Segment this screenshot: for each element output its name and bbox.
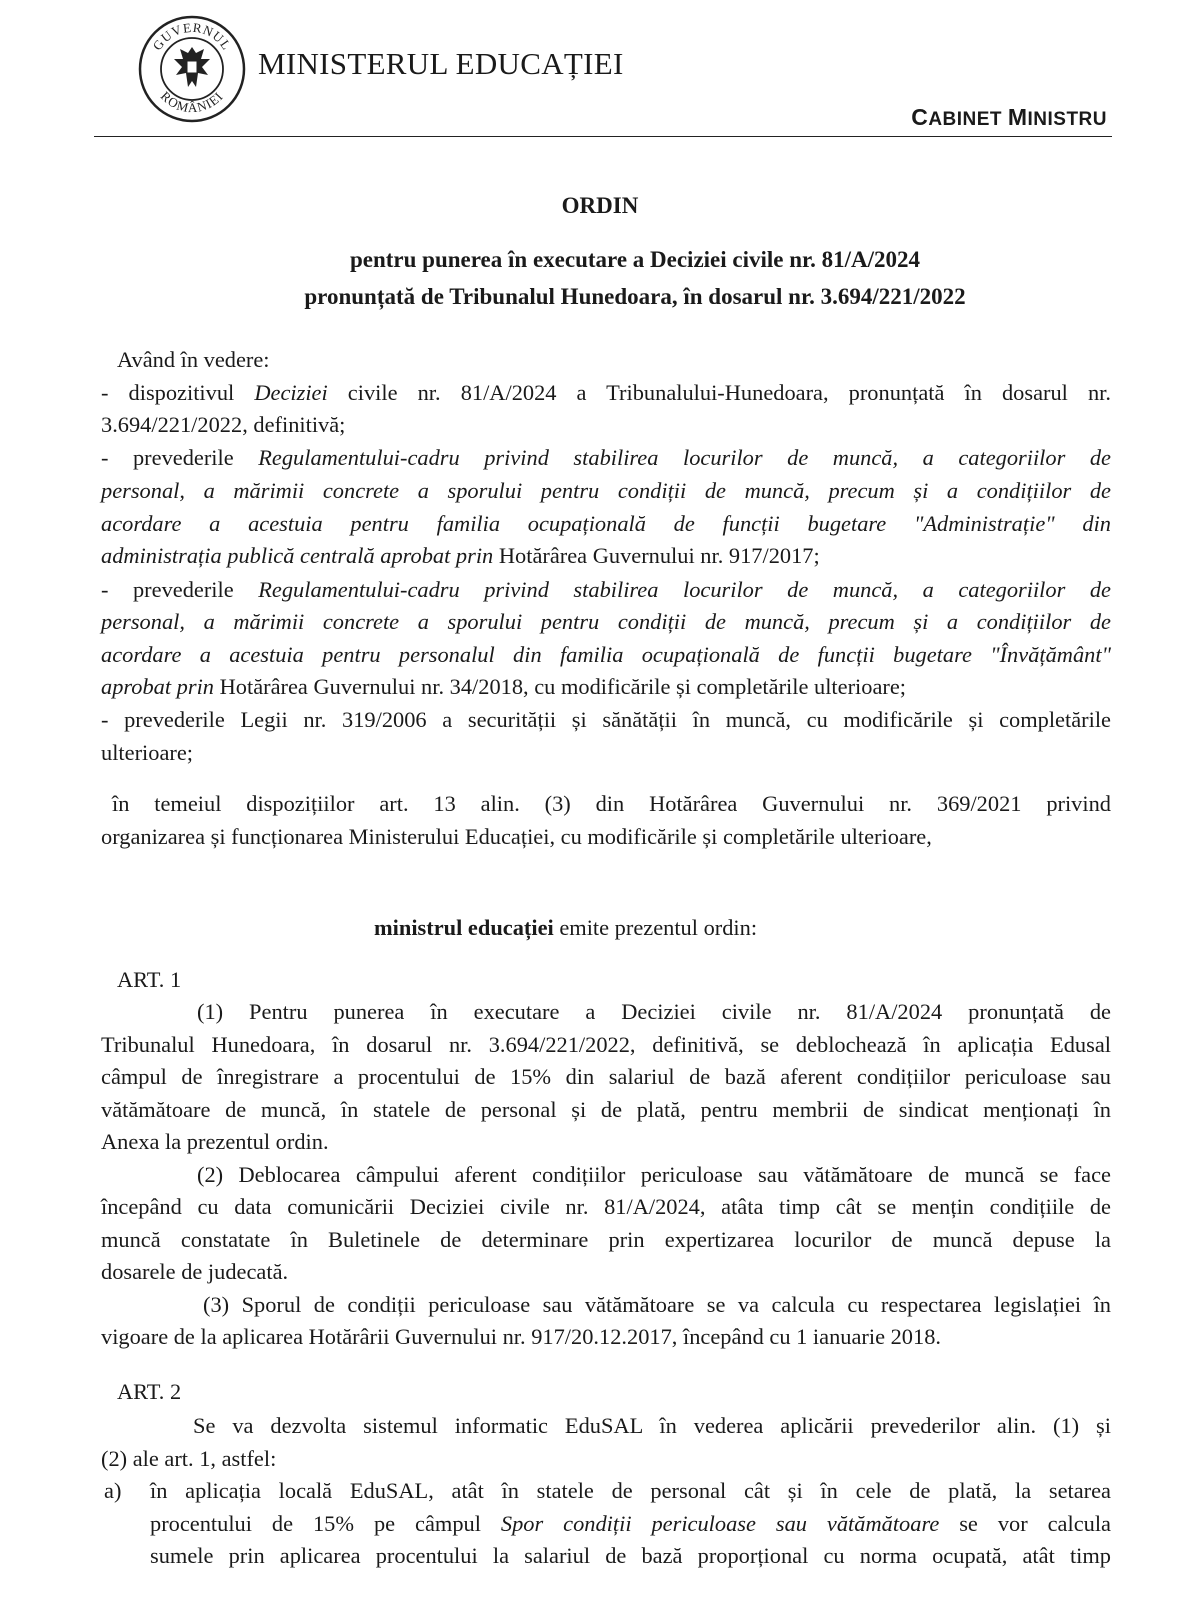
legal-basis-line-2: organizarea și funcționarea Ministerului Educației, cu modificările și completările ulterioare,: [101, 824, 932, 849]
preamble-bullet-4-line-2: ulterioare;: [101, 740, 194, 765]
article-1-para-1-line-1: (1) Pentru punerea în executare a Deciziei civile nr. 81/A/2024 pronunțată de: [197, 999, 1111, 1024]
article-1-para-2-line-1: (2) Deblocarea câmpului aferent condițiilor periculoase sau vătămătoare de muncă se face: [197, 1162, 1111, 1187]
article-1-para-2-line-2: începând cu data comunicării Deciziei civile nr. 81/A/2024, atâta timp cât se mențin condițiile de: [101, 1194, 1111, 1219]
preamble-bullet-3-line-3: acordare a acestuia pentru personalul din familia ocupațională de funcții bugetare "Învățământ": [101, 642, 1111, 667]
legal-basis-line-1: în temeiul dispozițiilor art. 13 alin. (3) din Hotărârea Guvernului nr. 369/2021 privind: [112, 791, 1111, 816]
article-1-para-1-line-5: Anexa la prezentul ordin.: [101, 1129, 329, 1154]
article-1-para-1-line-3: câmpul de înregistrare a procentului de 15% din salariul de bază aferent condițiilor periculoase sau: [101, 1064, 1111, 1089]
preamble-bullet-3-line-2: personal, a mărimii concrete a sporului pentru condiții de muncă, precum și a condițiilor de: [101, 609, 1111, 634]
preamble-bullet-3-line-4: aprobat prin Hotărârea Guvernului nr. 34/2018, cu modificările și completările ulterioare;: [101, 674, 907, 699]
article-2-item-a-line-3: sumele prin aplicarea procentului la salariul de bază proporțional cu norma ocupată, atât timp: [150, 1543, 1111, 1568]
article-1-para-1-line-2: Tribunalul Hunedoara, în dosarul nr. 3.694/221/2022, definitivă, se deblochează în aplicația Edusal: [101, 1032, 1111, 1057]
article-1-para-2-line-3: muncă constatate în Buletinele de determinare prin expertizarea locurilor de muncă depuse la: [101, 1227, 1111, 1252]
preamble-bullet-2-line-4: administrația publică centrală aprobat prin Hotărârea Guvernului nr. 917/2017;: [101, 543, 820, 568]
government-seal-icon: [138, 15, 246, 123]
article-1-para-1-line-4: vătămătoare de muncă, în statele de personal și de plată, pentru membrii de sindicat menționați în: [101, 1097, 1111, 1122]
article-2-para-1-line-1: Se va dezvolta sistemul informatic EduSAL în vederea aplicării prevederilor alin. (1) și: [193, 1413, 1111, 1438]
preamble-bullet-4-line-1: - prevederile Legii nr. 319/2006 a securității și sănătății în muncă, cu modificările și completările: [101, 707, 1111, 732]
preamble-bullet-2-line-3: acordare a acestuia pentru familia ocupațională de funcții bugetare "Administrație" din: [101, 511, 1111, 536]
preamble-bullet-1-line-2: 3.694/221/2022, definitivă;: [101, 412, 346, 437]
article-1-para-3-line-2: vigoare de la aplicarea Hotărârii Guvernului nr. 917/20.12.2017, începând cu 1 ianuarie 2018.: [101, 1324, 941, 1349]
document-subject-line-1: pentru punerea în executare a Deciziei civile nr. 81/A/2024: [349, 247, 921, 272]
header-divider: [94, 136, 1112, 137]
svg-text:ROMÂNIEI: ROMÂNIEI: [157, 88, 227, 116]
article-1-label: ART. 1: [117, 967, 182, 992]
article-2-item-a-label: a): [104, 1478, 122, 1503]
article-2-label: ART. 2: [117, 1379, 182, 1404]
issuer-statement: ministrul educației emite prezentul ordin:: [374, 915, 758, 940]
preamble-bullet-1-line-1: - dispozitivul Deciziei civile nr. 81/A/2024 a Tribunalului-Hunedoara, pronunțată în dosarul nr.: [101, 380, 1111, 405]
article-2-item-a-line-2: procentului de 15% pe câmpul Spor condiții periculoase sau vătămătoare se vor calcula: [150, 1511, 1111, 1536]
article-2-item-a-line-1: în aplicația locală EduSAL, atât în statele de personal cât și în cele de plată, la setarea: [150, 1478, 1111, 1503]
preamble-bullet-2-line-2: personal, a mărimii concrete a sporului pentru condiții de muncă, precum și a condițiilor de: [101, 478, 1111, 503]
article-1-para-2-line-4: dosarele de judecată.: [101, 1259, 289, 1284]
preamble-intro: Având în vedere:: [117, 347, 270, 372]
article-1-para-3-line-1: (3) Sporul de condiții periculoase sau vătămătoare se va calcula cu respectarea legislației în: [203, 1292, 1111, 1317]
document-subject-line-2: pronunțată de Tribunalul Hunedoara, în dosarul nr. 3.694/221/2022: [304, 284, 966, 309]
svg-text:GUVERNUL: GUVERNUL: [149, 19, 235, 54]
preamble-bullet-3-line-1: - prevederile Regulamentului-cadru privind stabilirea locurilor de muncă, a categoriilor de: [101, 577, 1111, 602]
preamble-bullet-2-line-1: - prevederile Regulamentului-cadru privind stabilirea locurilor de muncă, a categoriilor de: [101, 445, 1111, 470]
cabinet-label: CABINET MINISTRU: [911, 104, 1107, 130]
ministry-name: MINISTERUL EDUCAȚIEI: [258, 46, 624, 81]
article-2-para-1-line-2: (2) ale art. 1, astfel:: [101, 1446, 277, 1471]
document-type-title: ORDIN: [561, 193, 639, 218]
